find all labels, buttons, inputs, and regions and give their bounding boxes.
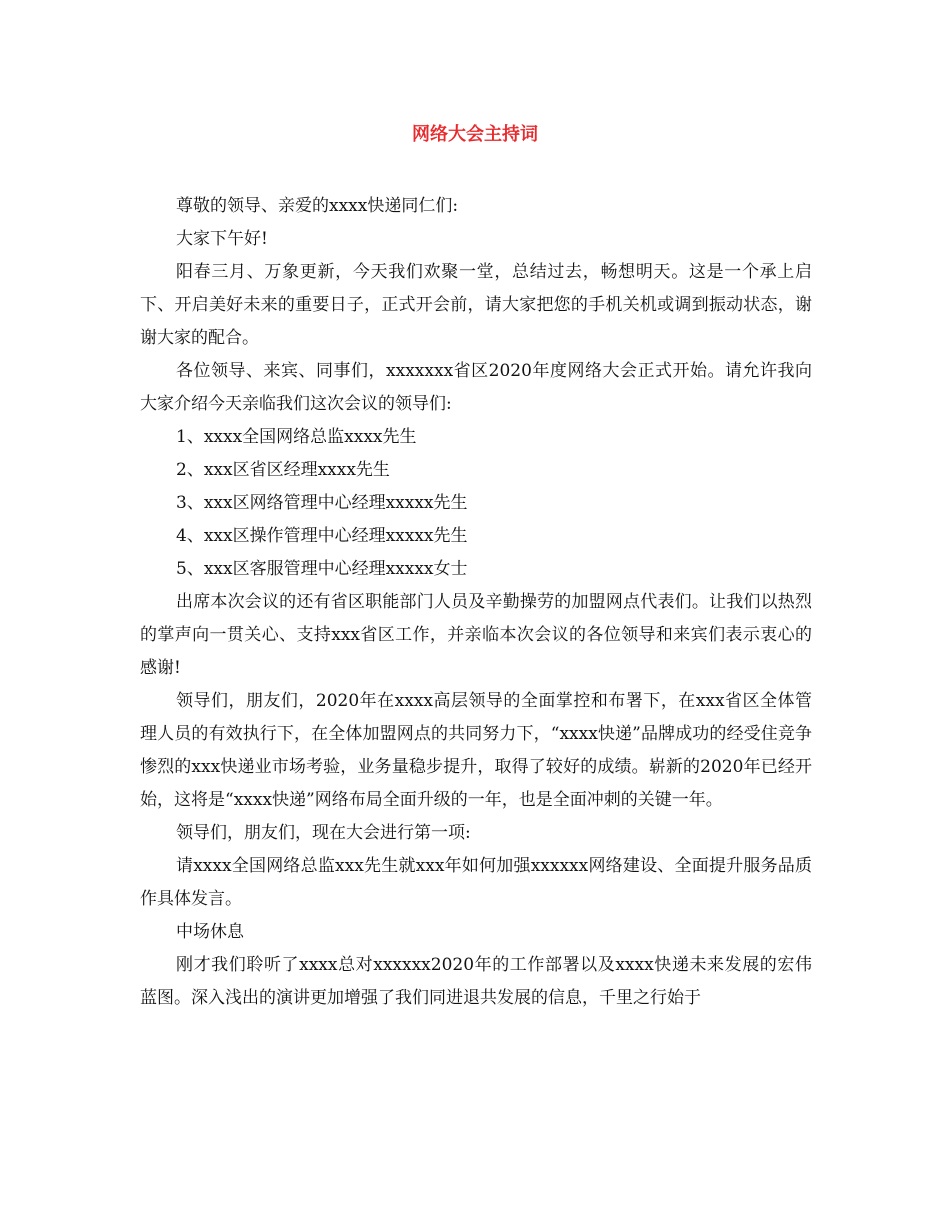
paragraph-agenda-1: 领导们，朋友们，现在大会进行第一项:: [176, 823, 471, 843]
paragraph-leader-1: 1、xxxx全国网络总监xxxx先生: [176, 427, 417, 447]
paragraph-introduction: 各位领导、来宾、同事们，xxxxxxx省区2020年度网络大会正式开始。请允许我向大家介绍今天亲临我们这次会议的领导们:: [140, 361, 812, 414]
paragraph-leader-5: 5、xxx区客服管理中心经理xxxxx女士: [176, 559, 468, 579]
paragraph-leader-2: 2、xxx区省区经理xxxx先生: [176, 460, 390, 480]
paragraph-salutation: 尊敬的领导、亲爱的xxxx快递同仁们:: [176, 196, 459, 216]
paragraph-review: 领导们，朋友们，2020年在xxxx高层领导的全面掌控和布署下，在xxx省区全体管理人员的有效执行下，在全体加盟网点的共同努力下，“xxxx快递”品牌成功的经受住竞争惨烈的xxx快递业市场考验，业务量稳步提升，取得了较好的成绩。崭新的2020年已经开始，这将是“xxxx快递”网络布局全面升级的一年，也是全面冲刺的关键一年。: [140, 691, 812, 810]
paragraph-speech-request: 请xxxx全国网络总监xxx先生就xxx年如何加强xxxxxx网络建设、全面提升服务品质作具体发言。: [140, 856, 812, 909]
paragraph-leader-4: 4、xxx区操作管理中心经理xxxxx先生: [176, 526, 468, 546]
paragraph-leader-3: 3、xxx区网络管理中心经理xxxxx先生: [176, 493, 468, 513]
paragraph-attendees: 出席本次会议的还有省区职能部门人员及辛勤操劳的加盟网点代表们。让我们以热烈的掌声向一贯关心、支持xxx省区工作，并亲临本次会议的各位领导和来宾们表示衷心的感谢!: [140, 592, 812, 678]
paragraph-greeting: 大家下午好!: [176, 229, 268, 249]
paragraph-opening: 阳春三月、万象更新，今天我们欢聚一堂，总结过去，畅想明天。这是一个承上启下、开启美好未来的重要日子，正式开会前，请大家把您的手机关机或调到振动状态，谢谢大家的配合。: [140, 262, 812, 348]
paragraph-break: 中场休息: [176, 922, 244, 942]
document-body: [140, 190, 812, 1015]
document-title: 网络大会主持词: [412, 124, 538, 145]
paragraph-after-break: 刚才我们聆听了xxxx总对xxxxxx2020年的工作部署以及xxxx快递未来发展的宏伟蓝图。深入浅出的演讲更加增强了我们同进退共发展的信息，千里之行始于: [140, 955, 812, 1008]
